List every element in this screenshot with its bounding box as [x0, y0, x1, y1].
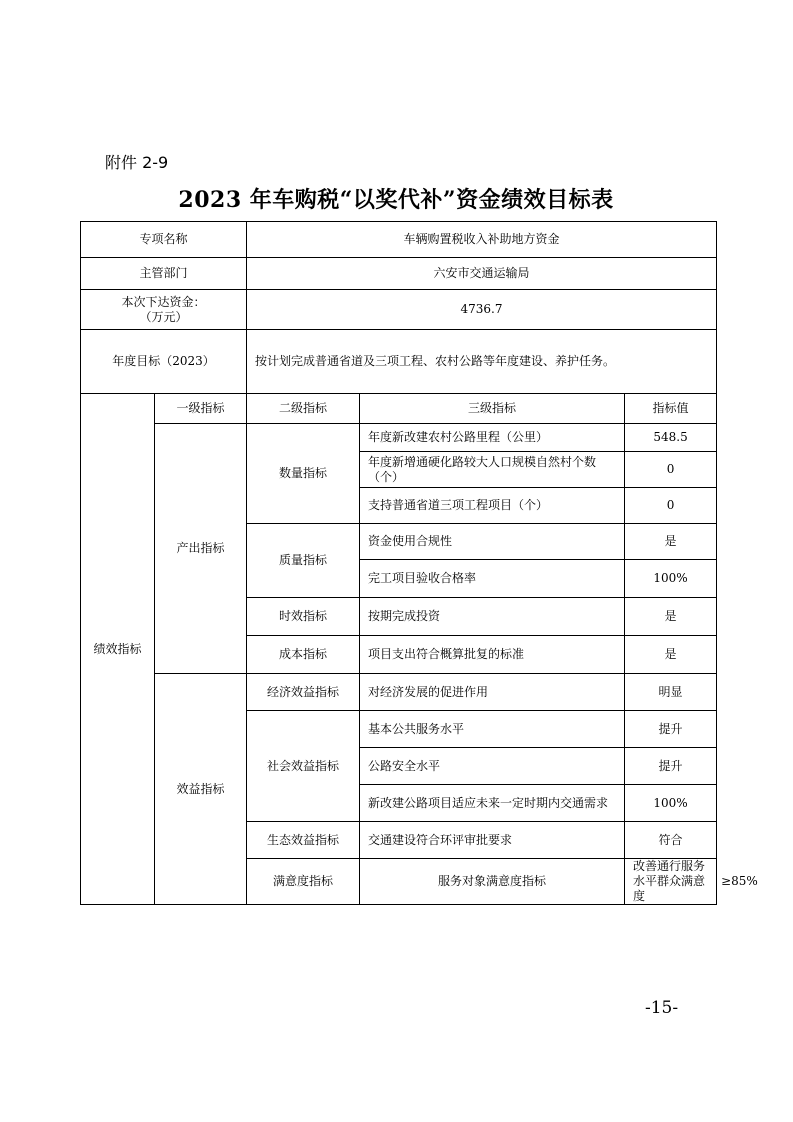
indicator-name: 交通建设符合环评审批要求 — [360, 822, 625, 859]
performance-table — [80, 221, 758, 905]
project-name-label: 专项名称 — [81, 222, 247, 258]
header-value: 指标值 — [625, 394, 717, 424]
level2-economic: 经济效益指标 — [247, 674, 360, 711]
indicator-name: 年度新改建农村公路里程（公里） — [360, 424, 625, 452]
funds-label-line2: （万元） — [139, 309, 188, 324]
indicator-value: 符合 — [625, 822, 717, 859]
dept-label: 主管部门 — [81, 258, 247, 290]
perf-indicator-cell: 绩效指标 — [81, 394, 155, 905]
table-row: 满意度指标 服务对象满意度指标 改善通行服务水平群众满意度 ≥85% — [81, 859, 717, 905]
funds-label — [81, 290, 247, 330]
table-row — [81, 330, 717, 394]
indicator-name: 改善通行服务水平群众满意度 — [625, 859, 717, 905]
indicator-value: 明显 — [625, 674, 717, 711]
indicator-name: 按期完成投资 — [360, 598, 625, 636]
level2-timeliness: 时效指标 — [247, 598, 360, 636]
indicator-name: 基本公共服务水平 — [360, 711, 625, 748]
attachment-label: 附件 2-9 — [105, 153, 169, 172]
table-row — [81, 258, 717, 290]
page-number: -15- — [645, 998, 679, 1018]
indicator-value: 0 — [625, 452, 717, 488]
level1-benefit: 效益指标 — [155, 674, 247, 905]
level2-ecological: 生态效益指标 — [247, 822, 360, 859]
table-row — [81, 290, 717, 330]
level2-cost: 成本指标 — [247, 636, 360, 674]
header-level2: 二级指标 — [247, 394, 360, 424]
indicator-name: 公路安全水平 — [360, 748, 625, 785]
level1-output: 产出指标 — [155, 424, 247, 674]
table-row — [81, 222, 717, 258]
dept-value: 六安市交通运输局 — [247, 258, 717, 290]
table-row — [81, 674, 717, 711]
indicator-value: 提升 — [625, 711, 717, 748]
indicator-value: 是 — [625, 598, 717, 636]
header-level3: 三级指标 — [360, 394, 625, 424]
indicator-name: 项目支出符合概算批复的标准 — [360, 636, 625, 674]
project-name-value: 车辆购置税收入补助地方资金 — [247, 222, 717, 258]
level2-quality: 质量指标 — [247, 524, 360, 598]
indicator-name: 资金使用合规性 — [360, 524, 625, 560]
indicator-name: 新改建公路项目适应未来一定时期内交通需求 — [360, 785, 625, 822]
indicator-value: 0 — [625, 488, 717, 524]
level2-social: 社会效益指标 — [247, 711, 360, 822]
indicator-value: 提升 — [625, 748, 717, 785]
annual-goal-label: 年度目标（2023） — [81, 330, 247, 394]
indicator-value: 是 — [625, 524, 717, 560]
indicator-value: 100% — [625, 560, 717, 598]
header-level1: 一级指标 — [155, 394, 247, 424]
document-title: 2023 年车购税“以奖代补”资金绩效目标表 — [178, 187, 614, 213]
level2-quantity: 数量指标 — [247, 424, 360, 524]
table-row — [81, 394, 717, 424]
funds-label-line1: 本次下达资金： — [121, 294, 206, 309]
indicator-name: 支持普通省道三项工程项目（个） — [360, 488, 625, 524]
indicator-name: 年度新增通硬化路较大人口规模自然村个数（个） — [360, 452, 625, 488]
indicator-name: 对经济发展的促进作用 — [360, 674, 625, 711]
table-row — [81, 424, 717, 452]
level2-service: 服务对象满意度指标 — [360, 859, 625, 905]
funds-value: 4736.7 — [247, 290, 717, 330]
indicator-value: 548.5 — [625, 424, 717, 452]
indicator-value: 100% — [625, 785, 717, 822]
annual-goal-value: 按计划完成普通省道及三项工程、农村公路等年度建设、养护任务。 — [247, 330, 717, 394]
level1-satisfaction: 满意度指标 — [247, 859, 360, 905]
indicator-value: 是 — [625, 636, 717, 674]
indicator-name: 完工项目验收合格率 — [360, 560, 625, 598]
